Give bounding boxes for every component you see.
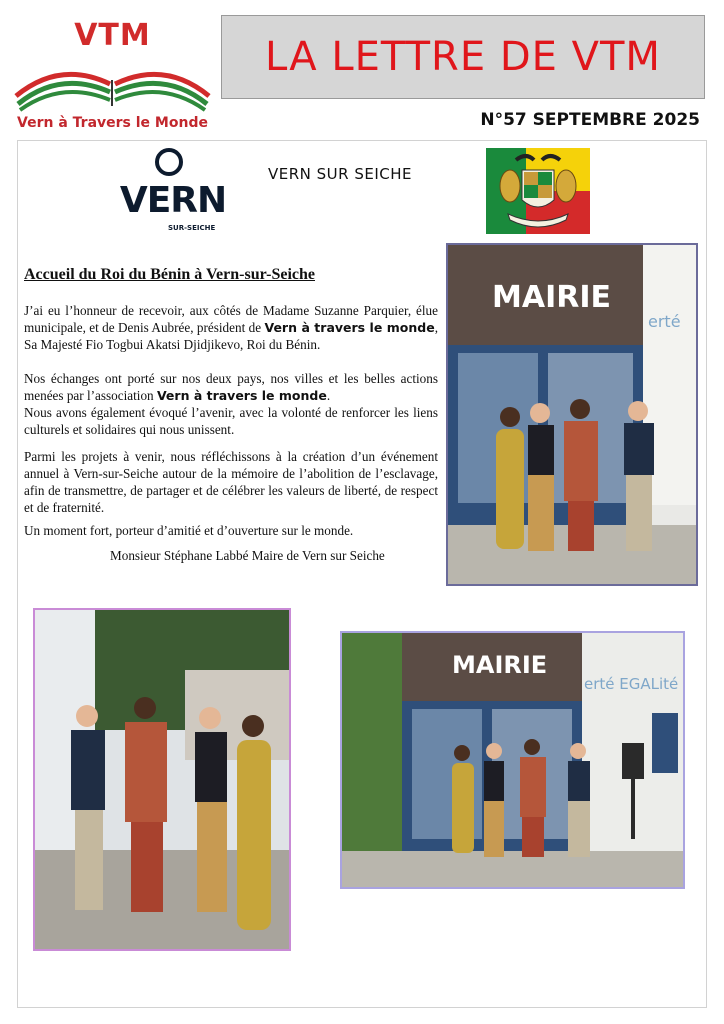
paragraph-text: J’ai eu l’honneur de recevoir, aux côtés de Madame Suzanne Parquier, élue municipale, et de Denis Aubrée, président de xyxy=(24,303,438,335)
article-paragraph-4: Un moment fort, porteur d’amitié et d’ouverture sur le monde. xyxy=(24,523,354,538)
vern-city-logo xyxy=(118,146,228,238)
issue-number: N°57 SEPTEMBRE 2025 xyxy=(480,110,700,130)
signature: Monsieur Stéphane Labbé Maire de Vern sur Seiche xyxy=(110,548,385,563)
paragraph-text: Nous avons également évoqué l’avenir, avec la volonté de renforcer les liens culturels et solidaires qui nous unissent. xyxy=(24,405,438,437)
city-name: VERN SUR SEICHE xyxy=(268,165,412,183)
paragraph-text: Nos échanges ont porté sur nos deux pays, nos villes et les belles actions menées par l’association xyxy=(24,371,438,403)
wall-text: erté xyxy=(648,312,681,331)
paragraph-text: . xyxy=(326,388,331,403)
article-paragraph-2 xyxy=(24,370,438,438)
association-name: Vern à travers le monde xyxy=(156,388,327,403)
newsletter-title: LA LETTRE DE VTM xyxy=(265,34,661,80)
association-name: Vern à travers le monde xyxy=(264,320,435,335)
photo-illustration xyxy=(342,633,683,887)
article-paragraph-3: Parmi les projets à venir, nous réfléchissons à la création d’un événement annuel à Vern-sur-Seiche autour de la mémoire de l’abolition de l’esclavage, afin de transmettre, de partager et de célébrer les valeurs de liberté, de respect et de fraternité. xyxy=(24,449,438,515)
photo-illustration xyxy=(35,610,289,949)
mairie-sign: MAIRIE xyxy=(452,651,548,679)
vtm-logo xyxy=(10,18,215,138)
benin-flag-coat-of-arms-icon xyxy=(486,148,590,234)
vern-logo-text: VERN xyxy=(119,180,227,221)
photo-mairie-group xyxy=(446,243,698,586)
article-title: Accueil du Roi du Bénin à Vern-sur-Seiche xyxy=(24,266,315,283)
paragraph-text: , Sa Majesté Fio Togbui Akatsi Djidjikevo, Roi du Bénin. xyxy=(24,320,438,352)
wall-text: erté EGALité xyxy=(584,675,679,693)
title-banner xyxy=(221,15,705,99)
open-book-icon xyxy=(10,52,215,112)
photo-illustration xyxy=(448,245,696,584)
logo-tagline: Vern à Travers le Monde xyxy=(17,115,208,131)
photo-group-tree xyxy=(33,608,291,951)
vern-logo-subtext: SUR-SEICHE xyxy=(168,224,216,232)
article-paragraph-1 xyxy=(24,302,438,353)
logo-title: VTM xyxy=(74,18,151,53)
mairie-sign: MAIRIE xyxy=(492,280,611,315)
photo-mairie-wide xyxy=(340,631,685,889)
logo-circle-icon xyxy=(155,148,183,176)
